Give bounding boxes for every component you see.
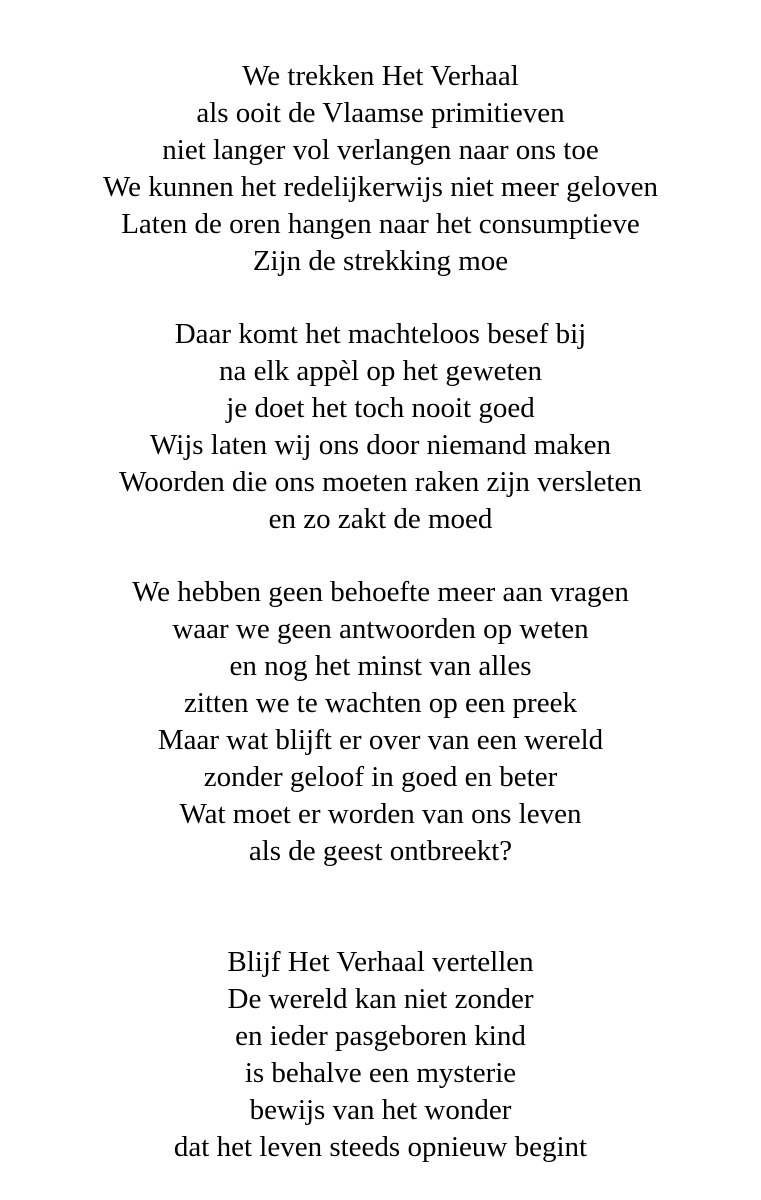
- poem-line: Woorden die ons moeten raken zijn versleten: [119, 466, 642, 498]
- poem-line: We hebben geen behoefte meer aan vragen: [132, 576, 629, 608]
- poem-line: als de geest ontbreekt?: [248, 835, 513, 867]
- stanza-4: [0, 944, 761, 1166]
- poem-line: Laten de oren hangen naar het consumptieve: [121, 208, 640, 240]
- poem-line: en zo zakt de moed: [268, 503, 493, 535]
- poem-line: zonder geloof in goed en beter: [203, 761, 558, 793]
- poem-line: zitten we te wachten op een preek: [184, 687, 577, 719]
- poem-line: Blijf Het Verhaal vertellen: [227, 946, 534, 978]
- poem-line: Zijn de strekking moe: [252, 245, 509, 277]
- poem-line: en nog het minst van alles: [229, 650, 532, 682]
- poem-line: dat het leven steeds opnieuw begint: [173, 1131, 588, 1163]
- stanza-1: [0, 58, 761, 280]
- poem-line: De wereld kan niet zonder: [227, 983, 534, 1015]
- poem: [0, 58, 761, 1166]
- stanza-3: [0, 574, 761, 870]
- poem-line: Wijs laten wij ons door niemand maken: [149, 429, 612, 461]
- poem-line: als ooit de Vlaamse primitieven: [196, 97, 565, 129]
- poem-line: Maar wat blijft er over van een wereld: [157, 724, 604, 756]
- poem-line: je doet het toch nooit goed: [226, 392, 535, 424]
- poem-line: bewijs van het wonder: [249, 1094, 512, 1126]
- poem-line: We kunnen het redelijkerwijs niet meer geloven: [103, 171, 658, 203]
- poem-line: na elk appèl op het geweten: [219, 355, 542, 387]
- poem-line: Wat moet er worden van ons leven: [179, 798, 582, 830]
- poem-line: Daar komt het machteloos besef bij: [174, 318, 587, 350]
- stanza-2: [0, 316, 761, 538]
- poem-line: en ieder pasgeboren kind: [235, 1020, 526, 1052]
- poem-line: waar we geen antwoorden op weten: [172, 613, 589, 645]
- poem-line: niet langer vol verlangen naar ons toe: [162, 134, 599, 166]
- poem-line: is behalve een mysterie: [244, 1057, 517, 1089]
- poem-line: We trekken Het Verhaal: [242, 60, 519, 92]
